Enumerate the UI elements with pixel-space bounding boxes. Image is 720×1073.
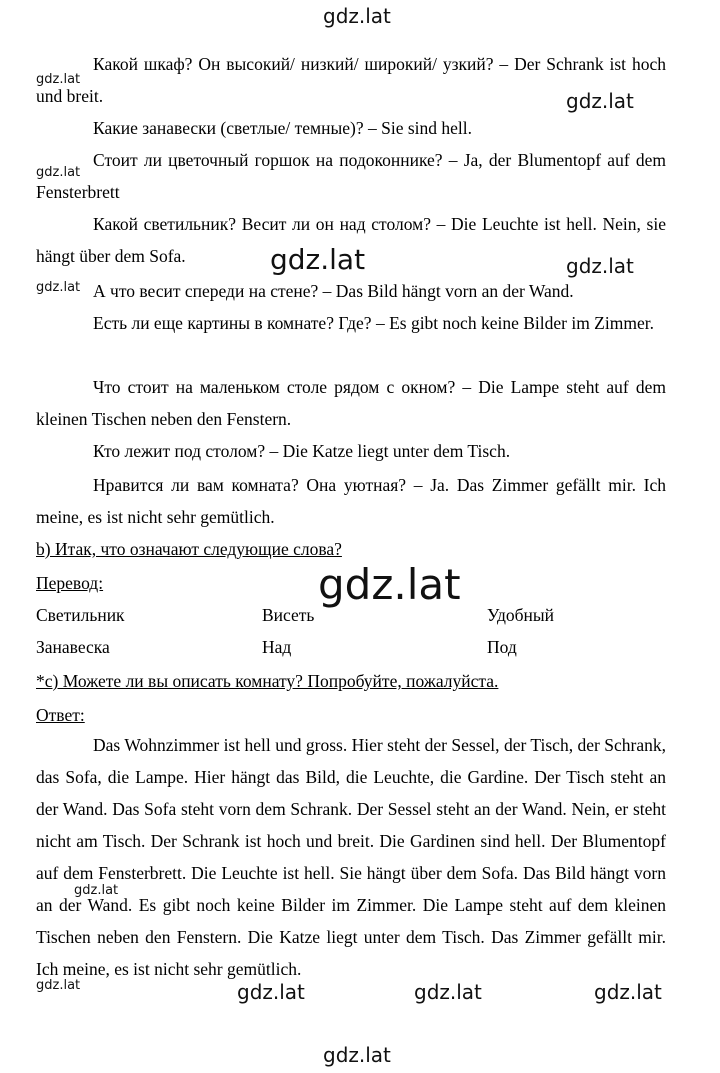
section-c-heading: *c) Можете ли вы описать комнату? Попробуйте, пожалуйста. — [36, 671, 499, 691]
paragraph-4: Какой светильник? Весит ли он над столом? – Die Leuchte ist hell. Nein, sie hängt über dem Sofa. — [36, 214, 666, 266]
watermark: gdz.lat — [594, 980, 662, 1004]
word-cell: Удобный — [487, 605, 554, 625]
paragraph-3: Стоит ли цветочный горшок на подоконнике? – Ja, der Blumentopf auf dem Fensterbrett — [36, 150, 666, 202]
paragraph-5: А что весит спереди на стене? – Das Bild hängt vorn an der Wand. — [93, 281, 574, 301]
paragraph-1: Какой шкаф? Он высокий/ низкий/ широкий/ узкий? – Der Schrank ist hoch und breit. — [36, 54, 666, 106]
watermark: gdz.lat — [323, 4, 391, 28]
answer-label: Ответ: — [36, 705, 85, 725]
watermark: gdz.lat — [36, 165, 81, 180]
word-cell: Висеть — [262, 605, 315, 625]
watermark: gdz.lat — [414, 980, 482, 1004]
paragraph-9: Нравится ли вам комната? Она уютная? – Ja. Das Zimmer gefällt mir. Ich meine, es ist nicht sehr gemütlich. — [36, 475, 666, 527]
paragraph-8: Кто лежит под столом? – Die Katze liegt unter dem Tisch. — [93, 441, 511, 461]
translation-label: Перевод: — [36, 573, 104, 593]
watermark: gdz.lat — [74, 883, 119, 898]
answer-text: Das Wohnzimmer ist hell und gross. Hier steht der Sessel, der Tisch, der Schrank, das Sofa, die Lampe. Hier hängt das Bild, die Leuchte, die Gardine. Der Tisch steht an der Wand. Das Sofa steht vorn dem Schrank. Der Sessel steht an der Wand. Nein, er steht nicht am Tisch. Der Schrank ist hoch und breit. Die Gardinen sind hell. Der Blumentopf auf dem Fensterbrett. Die Leuchte ist hell. Sie hängt über dem Sofa. Das Bild hängt vorn an der Wand. Es gibt noch keine Bilder im Zimmer. Die Lampe steht auf dem kleinen Tischen neben den Fenstern. Die Katze liegt unter dem Tisch. Das Zimmer gefällt mir. Ich meine, es ist nicht sehr gemütlich. — [36, 735, 666, 979]
section-b-heading: b) Итак, что означают следующие слова? — [36, 539, 342, 559]
watermark: gdz.lat — [36, 72, 81, 87]
watermark: gdz.lat — [318, 560, 461, 609]
word-cell: Над — [262, 637, 292, 657]
word-cell: Под — [487, 637, 517, 657]
watermark: gdz.lat — [36, 978, 81, 993]
watermark: gdz.lat — [237, 980, 305, 1004]
paragraph-7: Что стоит на маленьком столе рядом с окном? – Die Lampe steht auf dem kleinen Tischen neben den Fenstern. — [36, 377, 666, 429]
watermark: gdz.lat — [323, 1043, 391, 1067]
watermark: gdz.lat — [270, 243, 366, 276]
watermark: gdz.lat — [566, 89, 634, 113]
paragraph-6: Есть ли еще картины в комнате? Где? – Es gibt noch keine Bilder im Zimmer. — [93, 313, 654, 333]
word-cell: Светильник — [36, 605, 125, 625]
word-cell: Занавеска — [36, 637, 110, 657]
watermark: gdz.lat — [36, 280, 81, 295]
paragraph-2: Какие занавески (светлые/ темные)? – Sie sind hell. — [93, 118, 473, 138]
watermark: gdz.lat — [566, 254, 634, 278]
